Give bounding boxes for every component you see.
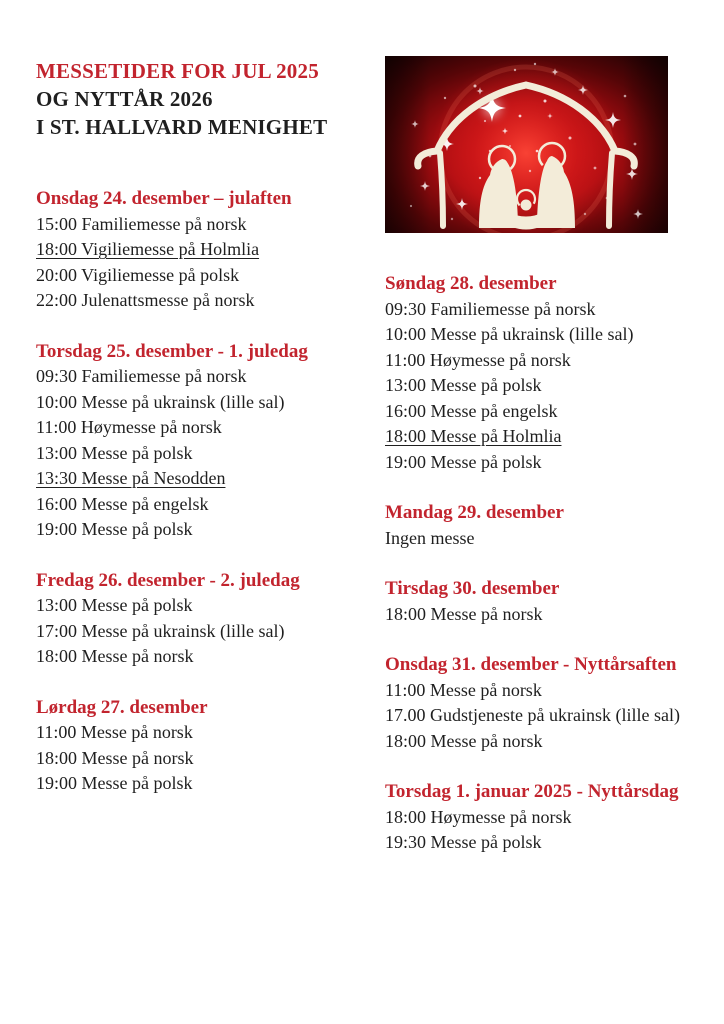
schedule-item: 10:00 Messe på ukrainsk (lille sal) — [385, 324, 634, 344]
schedule-item: 18:00 Messe på norsk — [385, 730, 543, 751]
schedule-item: 13:00 Messe på polsk — [36, 442, 193, 463]
schedule-item: 11:00 Høymesse på norsk — [36, 417, 222, 437]
section-heading: Onsdag 24. desember – julaften — [36, 188, 292, 209]
title-line-3: I ST. HALLVARD MENIGHET — [36, 115, 328, 139]
schedule-section — [36, 568, 374, 670]
schedule-item: 17.00 Gudstjeneste på ukrainsk (lille sal) — [385, 705, 680, 725]
schedule-item-list — [385, 602, 717, 628]
nativity-scene-graphic — [385, 56, 668, 233]
schedule-item: 09:30 Familiemesse på norsk — [385, 298, 596, 319]
title-line-1: MESSETIDER FOR JUL 2025 — [36, 59, 319, 83]
page-title — [36, 57, 374, 141]
schedule-item: 15:00 Familiemesse på norsk — [36, 213, 247, 234]
section-heading: Lørdag 27. desember — [36, 696, 208, 718]
section-heading: Fredag 26. desember - 2. juledag — [36, 569, 300, 591]
schedule-item-list — [36, 720, 374, 797]
schedule-item: 13:00 Messe på polsk — [385, 375, 542, 395]
schedule-item: 13:00 Messe på polsk — [36, 595, 193, 615]
schedule-section — [36, 339, 374, 543]
schedule-item: 17:00 Messe på ukrainsk (lille sal) — [36, 620, 285, 641]
schedule-item: 18:00 Høymesse på norsk — [385, 806, 572, 827]
schedule-item-list — [385, 805, 717, 856]
schedule-item: 19:00 Messe på polsk — [36, 773, 193, 793]
section-heading: Torsdag 1. januar 2025 - Nyttårsdag — [385, 781, 679, 802]
schedule-item-list — [385, 678, 717, 755]
left-schedule-sections — [36, 186, 374, 797]
schedule-section — [385, 576, 717, 627]
schedule-item-list — [36, 593, 374, 670]
schedule-item: 16:00 Messe på engelsk — [36, 493, 209, 514]
schedule-item: 11:00 Høymesse på norsk — [385, 349, 571, 370]
schedule-item: 18:00 Messe på norsk — [385, 603, 543, 624]
schedule-item: 09:30 Familiemesse på norsk — [36, 366, 247, 386]
schedule-item: 19:00 Messe på polsk — [385, 451, 542, 472]
schedule-item: 18:00 Vigiliemesse på Holmlia — [36, 239, 260, 259]
schedule-section — [385, 500, 717, 551]
right-column — [385, 56, 717, 881]
schedule-section — [385, 271, 717, 475]
section-heading: Torsdag 25. desember - 1. juledag — [36, 340, 308, 362]
schedule-section — [36, 695, 374, 797]
schedule-item-list — [36, 364, 374, 543]
section-heading: Søndag 28. desember — [385, 273, 557, 294]
title-line-2: OG NYTTÅR 2026 — [36, 87, 213, 111]
schedule-section — [36, 186, 374, 314]
schedule-item: 19:30 Messe på polsk — [385, 832, 542, 852]
schedule-item: 18:00 Messe på Holmlia — [385, 426, 562, 446]
schedule-item: 10:00 Messe på ukrainsk (lille sal) — [36, 391, 285, 412]
right-schedule-sections — [385, 271, 717, 856]
schedule-item-list — [36, 212, 374, 314]
schedule-item: 13:30 Messe på Nesodden — [36, 468, 226, 488]
schedule-item: 18:00 Messe på norsk — [36, 747, 194, 768]
schedule-item: 22:00 Julenattsmesse på norsk — [36, 290, 255, 310]
section-heading: Tirsdag 30. desember — [385, 578, 560, 599]
schedule-item: 11:00 Messe på norsk — [385, 679, 542, 700]
schedule-item: 19:00 Messe på polsk — [36, 519, 193, 539]
nativity-image — [385, 56, 668, 233]
left-column — [36, 57, 374, 822]
schedule-item-list — [385, 526, 717, 552]
schedule-item: 20:00 Vigiliemesse på polsk — [36, 264, 240, 285]
section-heading: Mandag 29. desember — [385, 502, 564, 523]
schedule-section — [385, 779, 717, 856]
schedule-item: 11:00 Messe på norsk — [36, 722, 193, 742]
schedule-item-list — [385, 297, 717, 476]
schedule-item: Ingen messe — [385, 527, 475, 548]
schedule-item: 18:00 Messe på norsk — [36, 646, 194, 666]
schedule-item: 16:00 Messe på engelsk — [385, 400, 558, 421]
schedule-section — [385, 652, 717, 754]
section-heading: Onsdag 31. desember - Nyttårsaften — [385, 654, 677, 675]
